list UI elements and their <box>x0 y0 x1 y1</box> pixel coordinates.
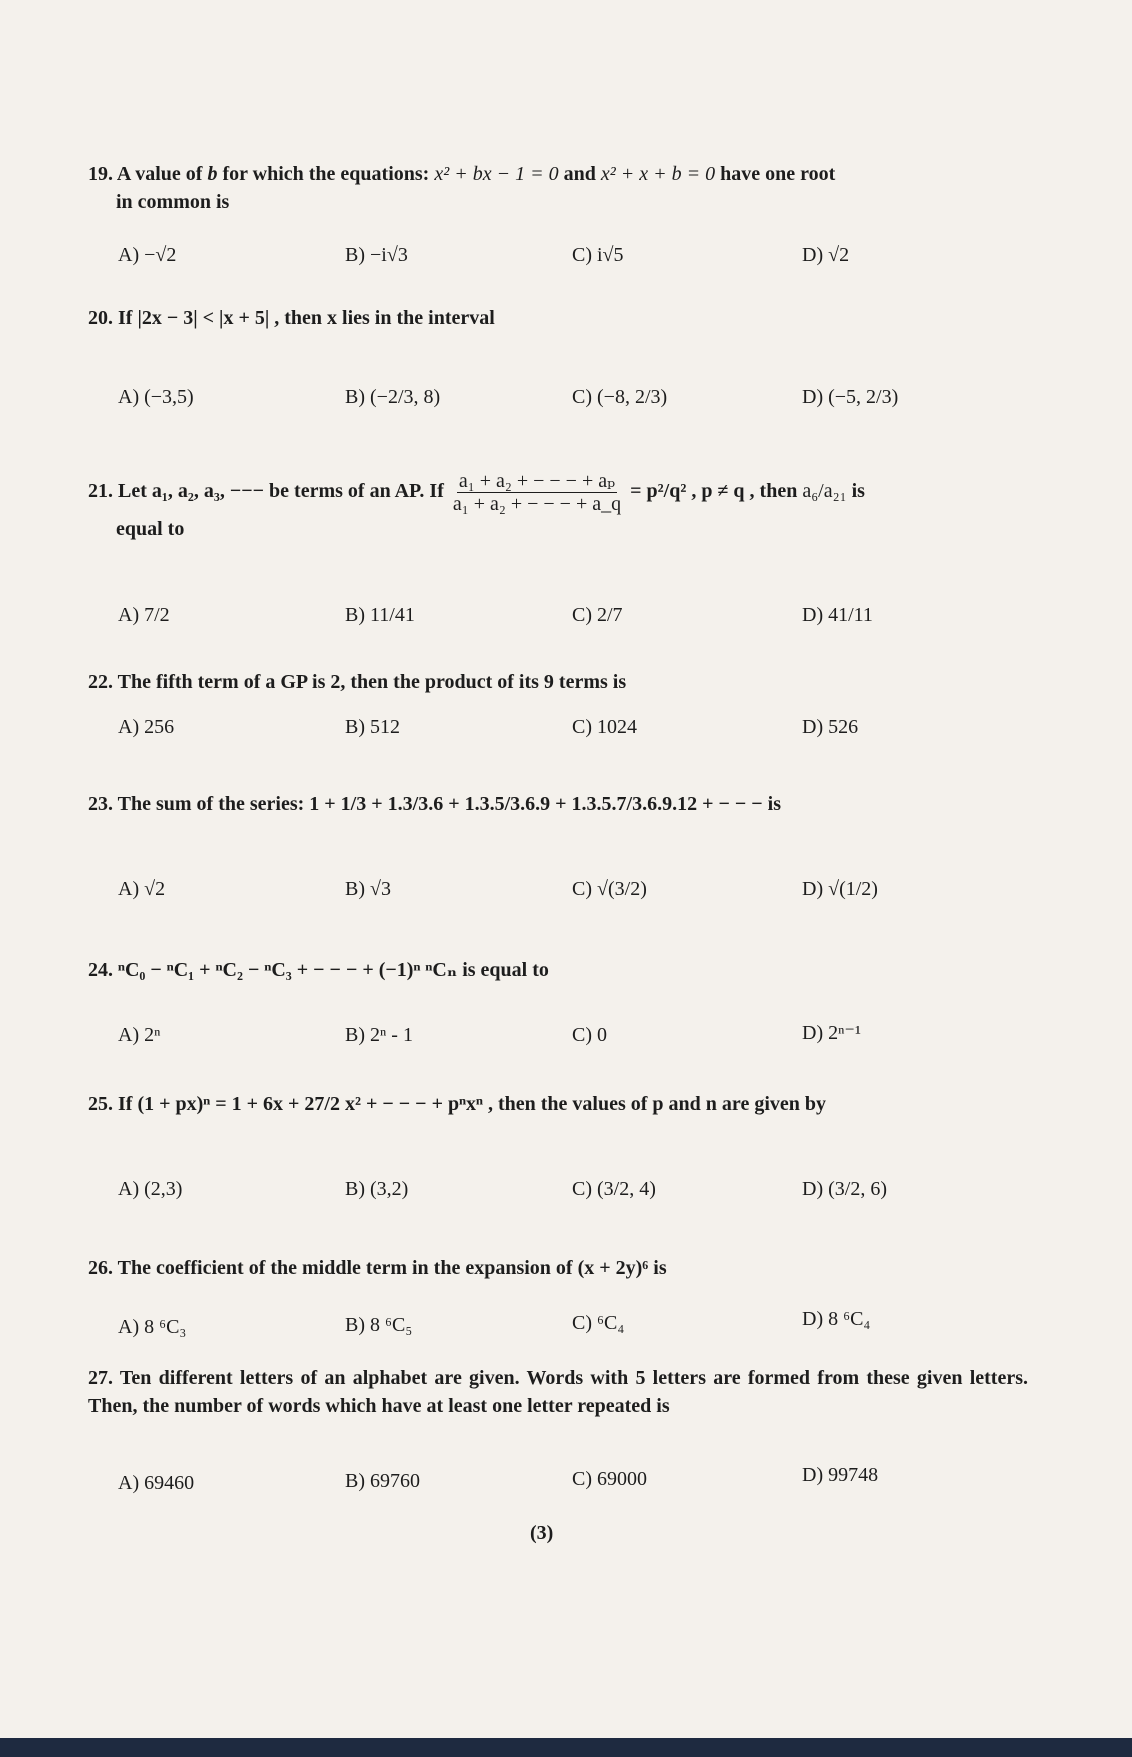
question-text: 23. The sum of the series: 1 + 1/3 + 1.3/3.6 + 1.3.5/3.6.9 + 1.3.5.7/3.6.9.12 + − − − is <box>88 793 782 815</box>
question-text: 25. If (1 + px)ⁿ = 1 + 6x + 27/2 x² + − − − + pⁿxⁿ , then the values of p and n are given by <box>88 1093 826 1115</box>
question-text: 27. Ten different letters of an alphabet are given. Words with 5 letters are formed from these given letters. Then, the number of words which have at least one letter repeated is <box>88 1367 1029 1417</box>
option-b: B) 512 <box>345 716 400 738</box>
option-c: C) 1024 <box>572 716 637 738</box>
option-c: C) √(3/2) <box>572 878 647 900</box>
option-a: A) √2 <box>118 878 166 900</box>
scan-edge <box>0 1738 1132 1757</box>
option-b: B) 8 ⁶C₅ <box>345 1314 413 1336</box>
option-a: A) 256 <box>118 716 175 738</box>
option-d: D) √2 <box>802 244 850 266</box>
option-a: A) 2ⁿ <box>118 1024 161 1046</box>
option-a: A) −√2 <box>118 244 177 266</box>
option-d: D) 41/11 <box>802 604 873 626</box>
option-b: B) √3 <box>345 878 391 900</box>
option-c: C) (3/2, 4) <box>572 1178 656 1200</box>
option-a: A) 69460 <box>118 1472 195 1494</box>
option-a: A) (2,3) <box>118 1178 183 1200</box>
option-b: B) 69760 <box>345 1470 420 1492</box>
option-a: A) (−3,5) <box>118 386 194 408</box>
option-a: A) 7/2 <box>118 604 170 626</box>
option-c: C) ⁶C₄ <box>572 1312 625 1334</box>
question-text: 19. A value of b for which the equations: x² + bx − 1 = 0 and x² + x + b = 0 have one root in common is <box>88 163 836 213</box>
option-b: B) 11/41 <box>345 604 415 626</box>
option-c: C) (−8, 2/3) <box>572 386 668 408</box>
option-b: B) 2ⁿ - 1 <box>345 1024 413 1046</box>
option-d: D) (−5, 2/3) <box>802 386 899 408</box>
page-number: (3) <box>530 1522 554 1544</box>
question-text: 21. Let a₁, a₂, a₃, −−− be terms of an AP. If $\frac{\text{a₁ + a₂ + − − − + aₚ}}{\text{a₁ + a₂ + − − − + a\_q}}$ = p²/q² , p ≠ q , then a₆/a₂₁ is equal to <box>88 470 865 540</box>
option-d: D) (3/2, 6) <box>802 1178 887 1200</box>
option-d: D) 8 ⁶C₄ <box>802 1308 871 1330</box>
option-c: C) 0 <box>572 1024 607 1046</box>
option-c: C) 2/7 <box>572 604 623 626</box>
option-b: B) −i√3 <box>345 244 408 266</box>
question-text: 26. The coefficient of the middle term in the expansion of (x + 2y)⁶ is <box>88 1257 667 1279</box>
question-text: 22. The fifth term of a GP is 2, then the product of its 9 terms is <box>88 671 627 693</box>
question-text: 24. ⁿC₀ − ⁿC₁ + ⁿC₂ − ⁿC₃ + − − − + (−1)ⁿ ⁿCₙ is equal to <box>88 959 549 981</box>
option-a: A) 8 ⁶C₃ <box>118 1316 187 1338</box>
option-c: C) i√5 <box>572 244 624 266</box>
option-b: B) (3,2) <box>345 1178 409 1200</box>
question-text: 20. If |2x − 3| < |x + 5| , then x lies in the interval <box>88 307 495 329</box>
option-d: D) 2ⁿ⁻¹ <box>802 1022 861 1044</box>
option-d: D) 99748 <box>802 1464 879 1486</box>
option-d: D) √(1/2) <box>802 878 878 900</box>
option-b: B) (−2/3, 8) <box>345 386 441 408</box>
option-d: D) 526 <box>802 716 859 738</box>
option-c: C) 69000 <box>572 1468 647 1490</box>
